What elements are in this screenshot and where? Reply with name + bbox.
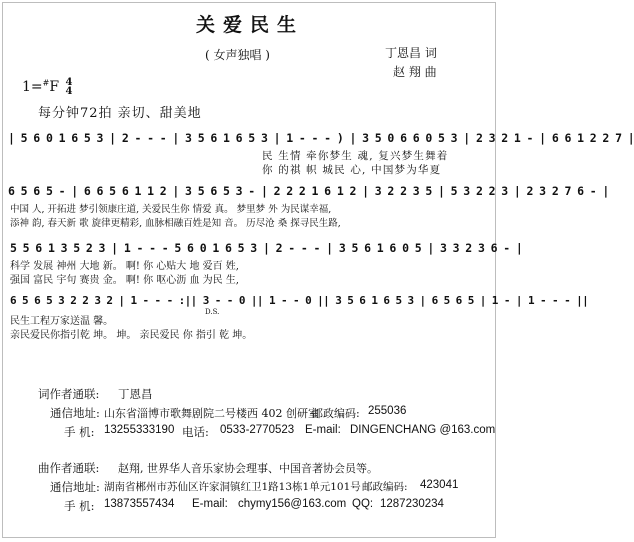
time-bottom: 4: [65, 86, 73, 97]
lyricist-address-label: 通信地址:: [50, 406, 100, 420]
song-subtitle: ( 女声独唱 ): [205, 48, 270, 62]
key-note: F: [49, 79, 60, 95]
time-top: 4: [65, 77, 73, 88]
composer-credit: 赵 翔 曲: [393, 65, 437, 79]
lyricist-email-label: E-mail:: [305, 424, 341, 436]
lyricist-email: DINGENCHANG @163.com: [350, 424, 496, 436]
time-signature: [66, 78, 73, 96]
lyric-row-3-verse-2: 强国 富民 宇句 赛贵 金。 啊! 你 呕心沥 血 为民 生,: [10, 275, 239, 286]
composer-address: 湖南省郴州市苏仙区许家洞镇红卫1路13栋1单元101号: [104, 481, 361, 493]
lyric-row-2-verse-2: 添神 韵, 春天新 歌 旋律更精彩, 血脉相融百姓是知 音。 历尽沧 桑 探寻民生路,: [10, 218, 341, 229]
key-label: 1=: [22, 79, 43, 95]
composer-qq: 1287230234: [380, 498, 444, 510]
lyricist-credit: 丁恩昌 词: [385, 46, 437, 60]
song-title: 关爱民生: [195, 14, 304, 36]
composer-mobile: 13873557434: [104, 498, 175, 510]
lyricist-address: 山东省淄博市歌舞剧院二号楼西 402 创研室: [104, 407, 319, 420]
key-signature: [22, 78, 72, 96]
lyricist-mobile-label: 手 机:: [64, 425, 95, 439]
lyric-row-4-verse-1: 民生工程万家送温 馨。: [10, 316, 114, 327]
lyric-row-2-verse-1: 中国 人, 开拓进 梦引领康庄道, 关爱民生你 情爱 真。 梦里梦 外 为民谋幸福,: [10, 204, 332, 215]
composer-qq-label: QQ:: [352, 498, 374, 510]
lyric-row-4-verse-2: 亲民爱民你指引乾 坤。 坤。 亲民爱民 你 指引 乾 坤。: [10, 330, 253, 341]
lyricist-name: 丁恩昌: [118, 387, 153, 401]
composer-email-label: E-mail:: [192, 498, 228, 510]
composer-postcode: 423041: [420, 479, 459, 491]
notation-row-1: | 5 6 0 1 6 5 3 | 2 - - - | 3 5 6 1 6 5 3 | 1 - - - ) | 3 5 0 6 6 0 5 3 | 2 3 2 1 - | 6 6 1 2 2 7 |: [8, 131, 634, 145]
notation-row-3: 5 5 6 1 3 5 2 3 | 1 - - - 5 6 0 1 6 5 3 | 2 - - - | 3 5 6 1 6 0 5 | 3 3 2 3 6 - |: [10, 241, 523, 255]
composer-email: chymy156@163.com: [238, 498, 347, 510]
lyricist-phone: 0533-2770523: [220, 424, 295, 436]
lyricist-postcode-label: 邮政编码:: [312, 407, 360, 420]
sharp-sign: #: [42, 78, 50, 88]
composer-mobile-label: 手 机:: [64, 499, 95, 513]
lyricist-postcode: 255036: [368, 405, 407, 417]
lyric-row-1-verse-2: 你 的祺 帜 城民 心, 中国梦为华夏: [262, 164, 442, 176]
composer-name: 赵翔, 世界华人音乐家协会理事、中国音著协会员等。: [118, 462, 378, 475]
composer-postcode-label: 邮政编码:: [362, 481, 408, 493]
lyric-row-3-verse-1: 科学 发展 神州 大地 新。 啊! 你 心贴大 地 爱百 姓,: [10, 261, 239, 272]
lyricist-mobile: 13255333190: [104, 424, 175, 436]
dal-segno-mark: D.S.: [205, 308, 220, 316]
composer-contact-label: 曲作者通联:: [38, 461, 100, 475]
composer-address-label: 通信地址:: [50, 480, 100, 494]
tempo-marking: 每分钟72拍 亲切、甜美地: [38, 106, 202, 121]
lyricist-phone-label: 电话:: [182, 425, 209, 439]
lyric-row-1-verse-1: 民 生情 牵你梦生 魂, 复兴梦生舞着: [262, 150, 449, 162]
notation-row-4: 6 5 6 5 3 2 2 3 2 | 1 - - - :|| 3 - - 0 || 1 - - 0 || 3 5 6 1 6 5 3 | 6 5 6 5 | 1 - | 1 - - - ||: [10, 294, 589, 307]
notation-row-2: 6 5 6 5 - | 6 6 5 6 1 1 2 | 3 5 6 5 3 - | 2 2 2 1 6 1 2 | 3 2 2 3 5 | 5 3 2 2 3 | 2 3 2 7 6 - |: [8, 184, 609, 198]
lyricist-contact-label: 词作者通联:: [38, 387, 100, 401]
